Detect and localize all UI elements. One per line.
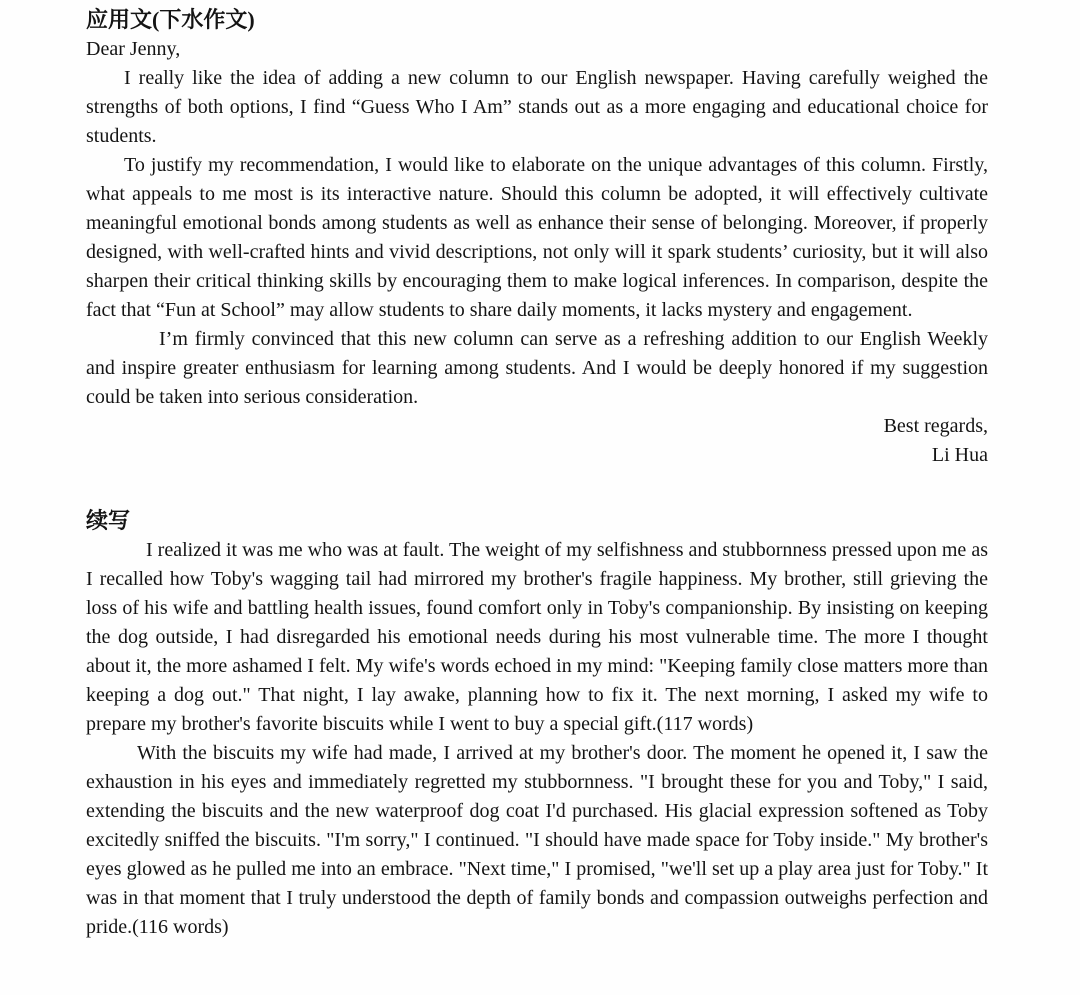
continuation-paragraph-2: With the biscuits my wife had made, I arrived at my brother's door. The moment he opened it, I saw the exhaustion in his eyes and immediately regretted my stubbornness. "I brought these for you and Toby," I said, extending the biscuits and the new waterproof dog coat I'd purchased. His glacial expression softened as Toby excitedly sniffed the biscuits. "I'm sorry," I continued. "I should have made space for Toby inside." My brother's eyes glowed as he pulled me into an embrace. "Next time," I promised, "we'll set up a play area just for Toby." It was in that moment that I truly understood the depth of family bonds and compassion outweighs perfection and pride.(116 words) xyxy=(86,742,988,938)
letter-salutation: Dear Jenny, xyxy=(86,38,181,60)
letter-signature: Li Hua xyxy=(931,444,988,466)
applied-writing-section xyxy=(86,5,988,470)
applied-writing-paragraph-3: I’m firmly convinced that this new column can serve as a refreshing addition to our English Weekly and inspire greater enthusiasm for learning among students. And I would be deeply honored if my suggestion could be taken into serious consideration. xyxy=(86,328,988,408)
applied-writing-paragraph-1: I really like the idea of adding a new column to our English newspaper. Having carefully weighed the strengths of both options, I find “Guess Who I Am” stands out as a more engaging and educational choice for students. xyxy=(86,67,988,147)
letter-closing: Best regards, xyxy=(883,415,988,437)
continuation-paragraph-1: I realized it was me who was at fault. The weight of my selfishness and stubbornness pressed upon me as I recalled how Toby's wagging tail had mirrored my brother's fragile happiness. My brother, still grieving the loss of his wife and battling health issues, found comfort only in Toby's companionship. By insisting on keeping the dog outside, I had disregarded his emotional needs during his most vulnerable time. The more I thought about it, the more ashamed I felt. My wife's words echoed in my mind: "Keeping family close matters more than keeping a dog out." That night, I lay awake, planning how to fix it. The next morning, I asked my wife to prepare my brother's favorite biscuits while I went to buy a special gift.(117 words) xyxy=(86,539,988,735)
continuation-heading: 续写 xyxy=(86,508,131,533)
continuation-section xyxy=(86,506,988,942)
applied-writing-paragraph-2: To justify my recommendation, I would like to elaborate on the unique advantages of this column. Firstly, what appeals to me most is its interactive nature. Should this column be adopted, it will effectively cultivate meaningful emotional bonds among students as well as enhance their sense of belonging. Moreover, if properly designed, with well-crafted hints and vivid descriptions, not only will it spark students’ curiosity, but it will also sharpen their critical thinking skills by encouraging them to make logical inferences. In comparison, despite the fact that “Fun at School” may allow students to share daily moments, it lacks mystery and engagement. xyxy=(86,154,988,321)
applied-writing-heading: 应用文(下水作文) xyxy=(86,7,255,32)
